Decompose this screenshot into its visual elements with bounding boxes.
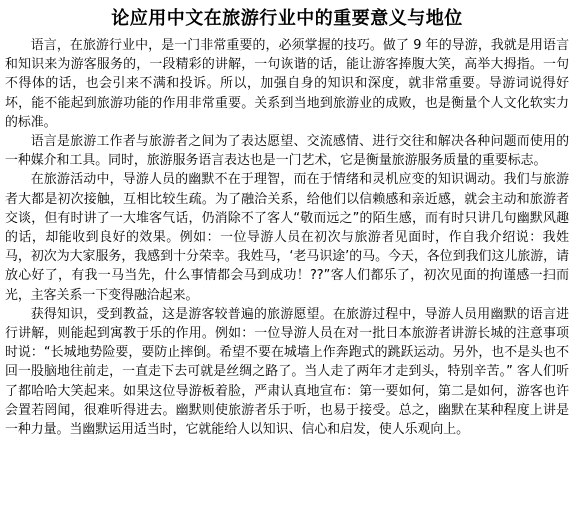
paragraph-language-importance: 语言，在旅游行业中，是一门非常重要的，必须掌握的技巧。做了 9 年的导游，我就是用语言和知识来为游客服务的，一段精彩的讲解，一句诙谐的话，能让游客捧腹大笑，高举大拇指。一句不得体的话，也会引来不满和投诉。所以，加强自身的知识和深度，就非常重要。导游词说得好坏，能不能起到旅游功能的作用非常重要。关系到当地到旅游业的成败，也是衡量个人文化软实力的标准。 xyxy=(5,38,569,130)
document-title: 论应用中文在旅游行业中的重要意义与地位 xyxy=(111,8,463,29)
paragraph-humor-first-meeting: 在旅游活动中，导游人员的幽默不在于理智，而在于情绪和灵机应变的知识调动。我们与旅游者大都是初次接触，互相比较生疏。为了融洽关系，给他们以信赖感和亲近感，就会主动和旅游者交谈，但有时讲了一大堆客气话，仍消除不了客人“敬而远之”的陌生感，而有时只讲几句幽默风趣的话，却能收到良好的效果。例如：一位导游人员在初次与旅游者见面时，作自我介绍说：我姓马，初次为大家服务，我感到十分荣幸。我姓马，‘老马识途’的马。今天，各位到我们这儿旅游，请放心好了，有我一马当先，什么事情都会马到成功！??”客人们都乐了，初次见面的拘谨感一扫而光，主客关系一下变得融洽起来。 xyxy=(5,172,569,303)
paragraph-language-definition: 语言是旅游工作者与旅游者之间为了表达愿望、交流感情、进行交往和解决各种问题而使用的一种媒介和工具。同时，旅游服务语言表达也是一门艺术，它是衡量旅游服务质量的重要标志。 xyxy=(5,134,569,169)
paragraph-humor-education: 获得知识，受到教益，这是游客较普遍的旅游愿望。在旅游过程中，导游人员用幽默的语言进行讲解，则能起到寓教于乐的作用。例如：一位导游人员在对一批日本旅游者讲游长城的注意事项时说：“长城地势险要，要防止摔倒。希望不要在城墙上作奔跑式的跳跃运动。另外，也不是头也不回一股脑地往前走，一直走下去可就是丝绸之路了。当人走了两年才走到头，特别辛苦。” 客人们听了都哈哈大笑起来。如果这位导游板着脸，严肃认真地宣布：第一要如何，第二是如何，游客也许会置若罔闻，很难听得进去。幽默则使旅游者乐于听，也易于接受。总之，幽默在某种程度上讲是一种力量。当幽默运用适当时，它就能给人以知识、信心和启发，使人乐观向上。 xyxy=(5,306,569,438)
